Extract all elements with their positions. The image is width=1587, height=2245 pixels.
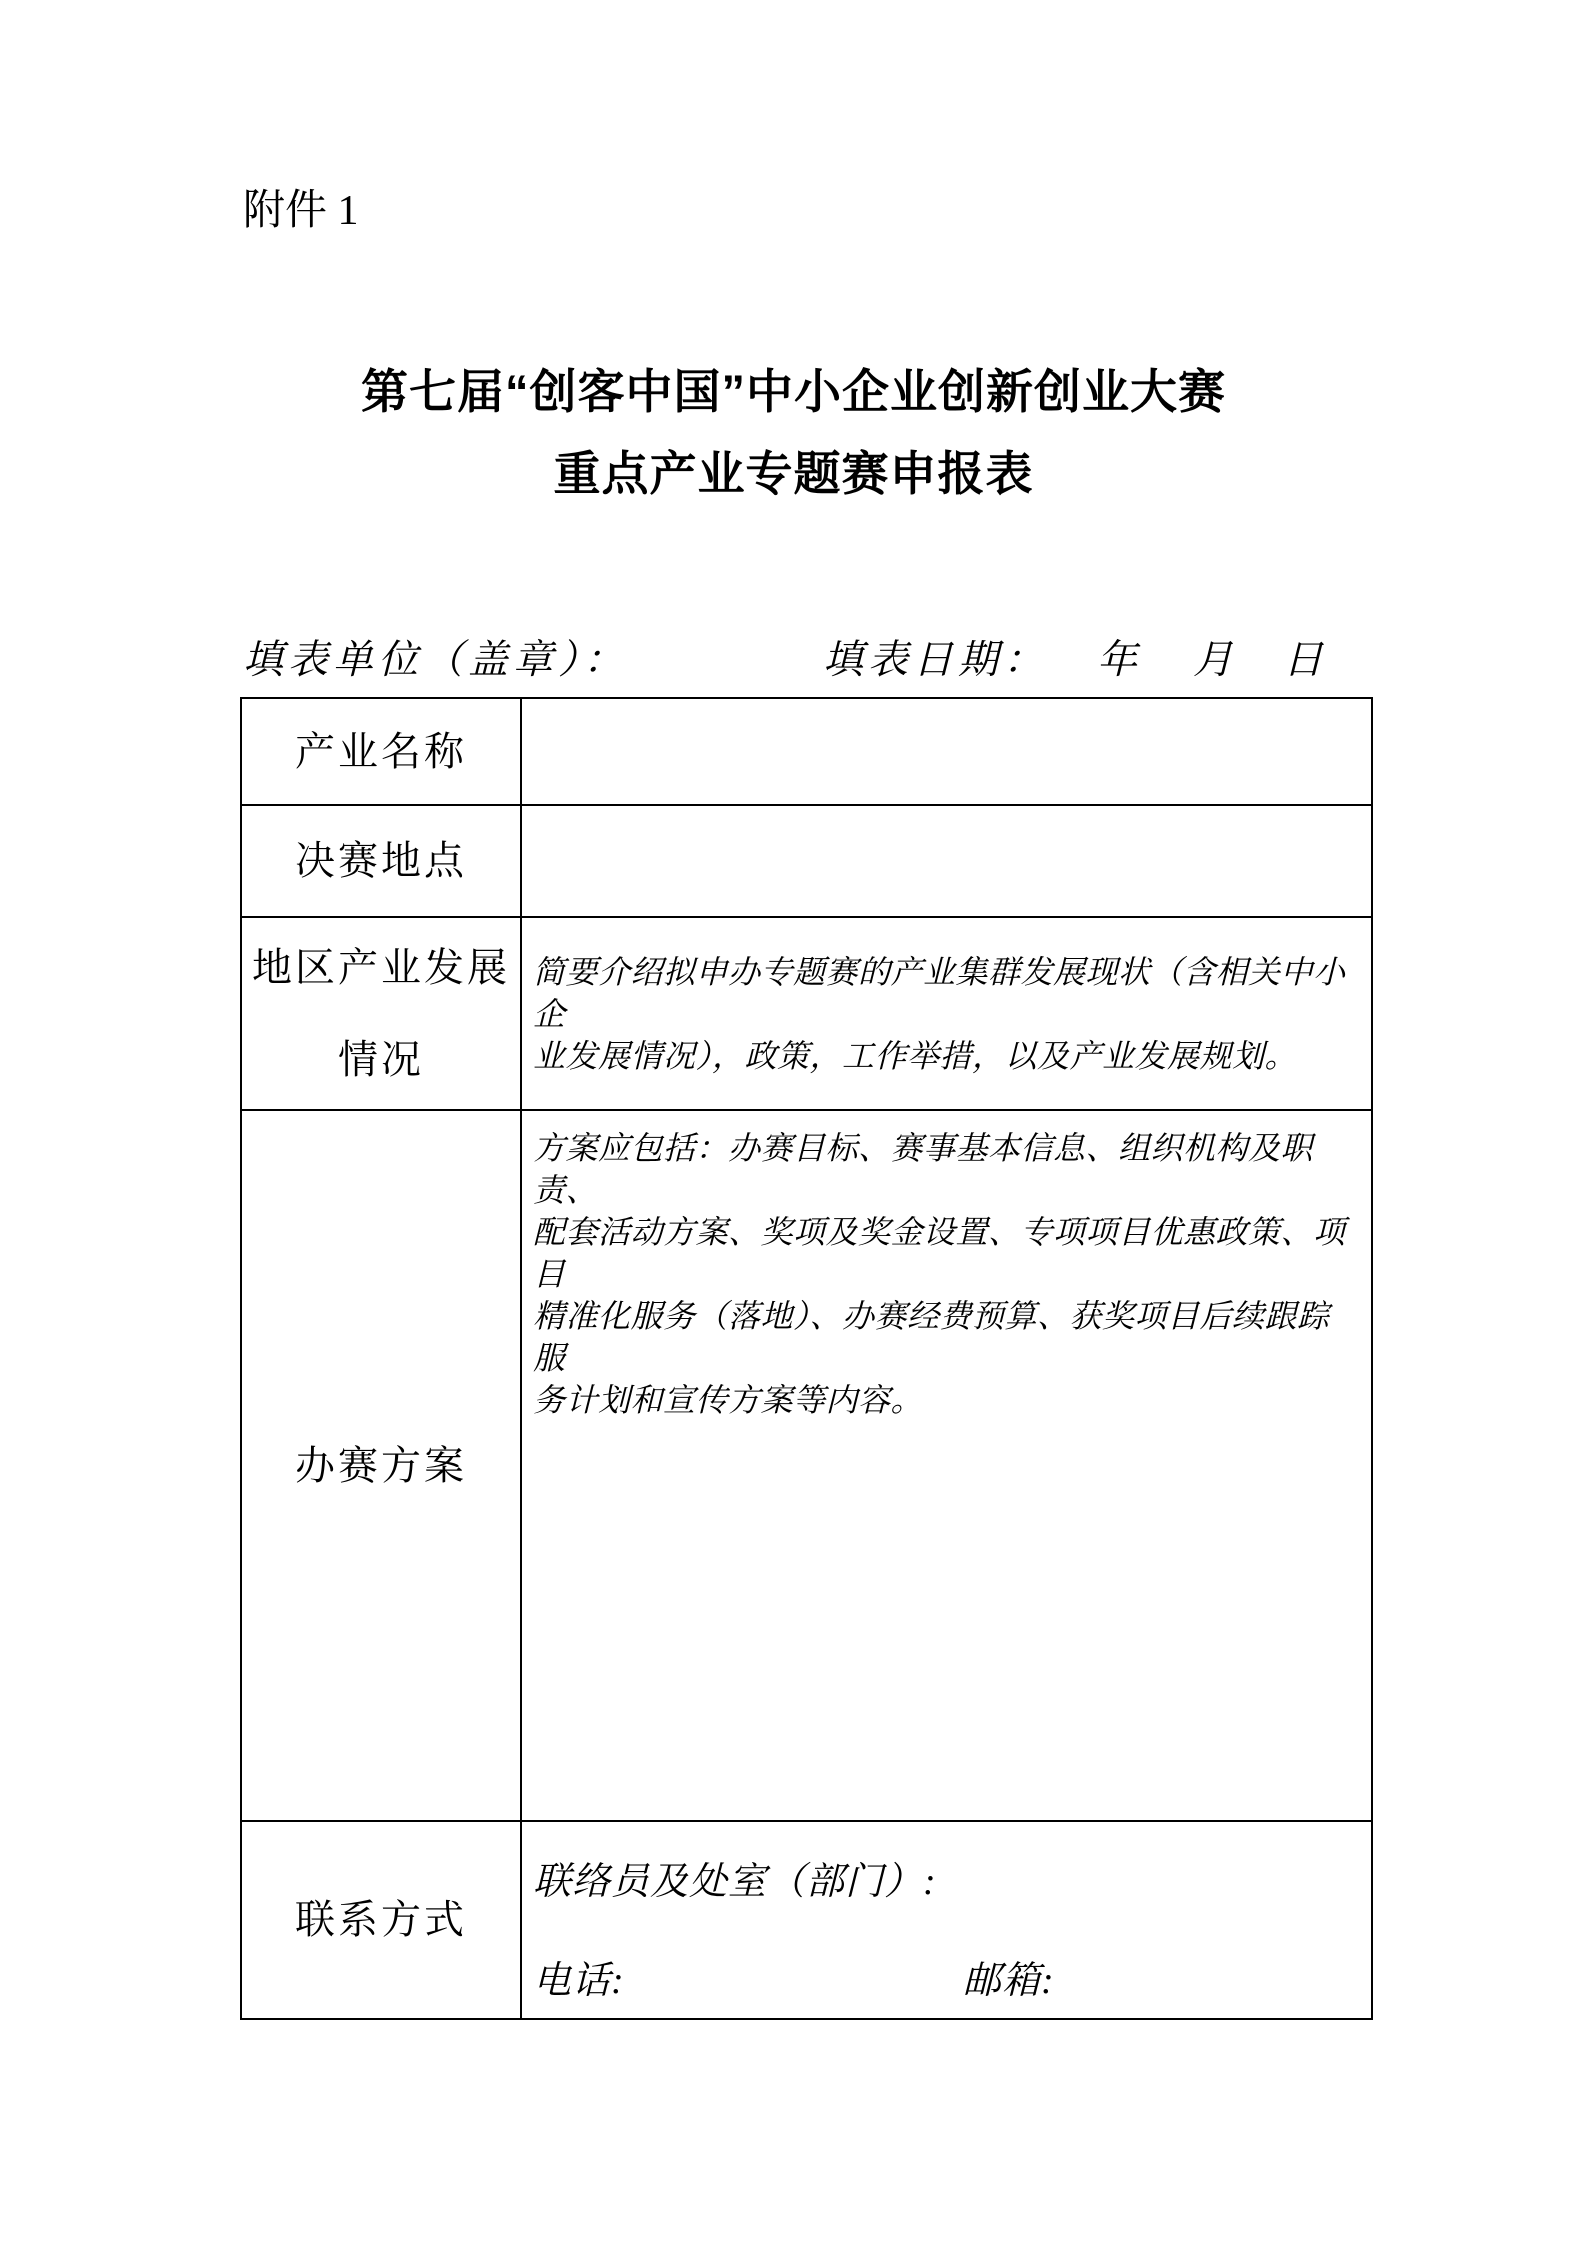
industry-name-input-cell[interactable] bbox=[521, 698, 1372, 805]
date-day-label: 日 bbox=[1283, 637, 1328, 682]
row-label-regional-development bbox=[241, 917, 521, 1110]
row-label-final-venue: 决赛地点 bbox=[241, 805, 521, 917]
table-row-final-venue bbox=[241, 805, 1372, 917]
row-label-industry-name: 产业名称 bbox=[241, 698, 521, 805]
note-line: 方案应包括：办赛目标、赛事基本信息、组织机构及职责、 bbox=[533, 1130, 1314, 1208]
table-row-contact-info bbox=[241, 1821, 1372, 2019]
note-line: 业发展情况），政策，工作举措，以及产业发展规划。 bbox=[533, 1037, 1298, 1074]
row-label-contact-info: 联系方式 bbox=[241, 1821, 521, 2019]
form-unit-label: 填表单位（盖章）： bbox=[243, 637, 628, 682]
phone-label: 电话: bbox=[533, 1960, 625, 2002]
date-year-label: 年 bbox=[1097, 637, 1142, 682]
date-month-label: 月 bbox=[1193, 637, 1238, 682]
contact-info-input-cell[interactable] bbox=[521, 1821, 1372, 2019]
note-line: 精准化服务（落地）、办赛经费预算、获奖项目后续跟踪服 bbox=[533, 1298, 1330, 1376]
document-title-line1: 第七届“创客中国”中小企业创新创业大赛 bbox=[361, 365, 1226, 418]
regional-development-label-line1: 地区产业发展 bbox=[252, 944, 510, 990]
note-line: 务计划和宣传方案等内容。 bbox=[533, 1382, 924, 1418]
form-date-label: 填表日期： bbox=[823, 637, 1048, 682]
regional-development-note bbox=[522, 951, 1371, 1077]
contact-block bbox=[522, 1822, 1371, 2002]
competition-plan-input-cell[interactable] bbox=[521, 1110, 1372, 1821]
final-venue-input-cell[interactable] bbox=[521, 805, 1372, 917]
contact-person-label: 联络员及处室（部门）: bbox=[533, 1861, 937, 1903]
email-label: 邮箱: bbox=[963, 1960, 1055, 2002]
table-row-industry-name bbox=[241, 698, 1372, 805]
competition-plan-note bbox=[522, 1111, 1371, 1421]
regional-development-label-line2: 情况 bbox=[338, 1036, 424, 1082]
note-line: 配套活动方案、奖项及奖金设置、专项项目优惠政策、项目 bbox=[533, 1214, 1346, 1292]
application-table bbox=[240, 697, 1373, 2020]
document-title-line2: 重点产业专题赛申报表 bbox=[553, 447, 1034, 500]
note-line: 简要介绍拟申办专题赛的产业集群发展现状（含相关中小企 bbox=[533, 953, 1346, 1032]
table-row-competition-plan bbox=[241, 1110, 1372, 1821]
attachment-label: 附件 1 bbox=[243, 188, 359, 234]
regional-development-input-cell[interactable] bbox=[521, 917, 1372, 1110]
form-header-line bbox=[0, 628, 1587, 688]
row-label-competition-plan: 办赛方案 bbox=[241, 1110, 521, 1821]
table-row-regional-development bbox=[241, 917, 1372, 1110]
